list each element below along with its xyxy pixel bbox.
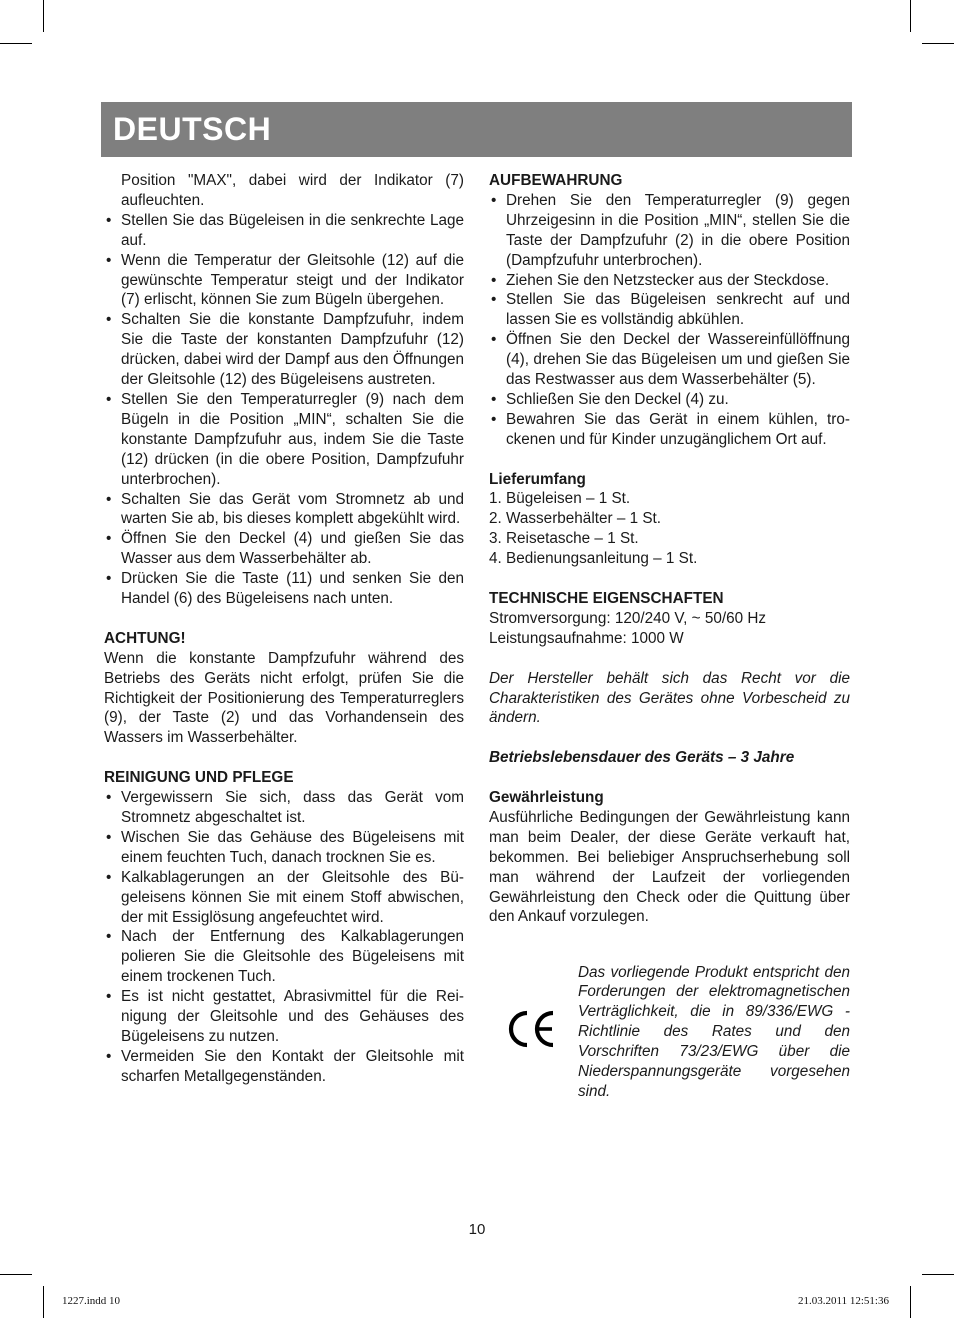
file-slug: 1227.indd 10 <box>62 1295 121 1307</box>
ce-text: Das vorliegende Produkt entspricht den Forderungen der elektromagnetischen Verträglichkeit, die in 89/336/EWG -Richtlinie des Rates und den Vorschriften 73/23/EWG über die Niederspannungsgeräte vorgesehen sind. <box>578 963 850 1100</box>
language-banner <box>101 102 852 157</box>
crop-mark <box>910 0 911 32</box>
list-item: • Wenn die Temperatur der Gleitsohle (12) auf die gewünschte Temperatur steigt und der Indikator (7) erlischt, können Sie zum Bügeln übergehen. <box>104 251 464 311</box>
warranty-text: Ausführliche Bedingungen der Gewährleistung kann man beim Dealer, der diese Geräte verkauft hat, bekommen. Bei beliebiger Anspruchserhebung soll man während der Laufzeit der vorliegenden Gewährleistung den Check oder die Quittung über den Ankauf vorzulegen. <box>489 808 850 926</box>
specs-heading: TECHNISCHE EIGENSCHAFTEN <box>489 590 724 607</box>
crop-mark <box>0 43 32 44</box>
warranty-heading: Gewährleistung <box>489 789 604 807</box>
list-item: • Drehen Sie den Temperaturregler (9) gegen Uhrzeigesinn in die Position „MIN“, stellen Sie die Taste der Dampfzufuhr (2) in die obere Position (Dampfzufuhr unterbrochen). <box>489 191 850 271</box>
language-title: DEUTSCH <box>113 111 272 147</box>
list-item: • Kalkablagerungen an der Gleitsohle des Bügeleisens können Sie mit einem Stoff abwischen, der mit Essiglösung angefeuchtet wird. <box>104 868 464 928</box>
scope-heading: Lieferumfang <box>489 470 586 488</box>
list-item: • Öffnen Sie den Deckel (4) und gießen Sie das Wasser aus dem Wasserbehälter ab. <box>104 529 464 569</box>
list-item: • Öffnen Sie den Deckel der Wassereinfüllöffnung (4), drehen Sie das Bügeleisen um und gießen Sie das Restwasser aus dem Wasserbehälter (5). <box>489 330 850 390</box>
crop-mark <box>922 1274 954 1275</box>
ce-mark-icon <box>507 1009 559 1049</box>
list-item: • Stellen Sie den Temperaturregler (9) nach dem Bügeln in die Position „MIN“, schalten Sie die konstante Dampfzufuhr aus, indem Sie die Taste (12) drücken (in die obere Position, Dampfzufuhr unterbrochen). <box>104 390 464 490</box>
page-number: 10 <box>468 1221 486 1238</box>
scope-item: 1. Bügeleisen – 1 St. <box>489 490 631 508</box>
list-item: • Vermeiden Sie den Kontakt der Gleitsohle mit scharfen Metallgegenständen. <box>104 1047 464 1087</box>
attention-text: Wenn die konstante Dampfzufuhr während des Betriebs des Geräts nicht erfolgt, prüfen Sie die Richtigkeit der Positionierung des Temperaturreglers (9), der Taste (2) und das Vorhandensein des Wassers im Wasserbehälter. <box>104 649 464 747</box>
spec-line: Leistungsaufnahme: 1000 W <box>489 629 684 647</box>
crop-mark <box>43 0 44 32</box>
spec-line: Stromversorgung: 120/240 V, ~ 50/60 Hz <box>489 609 767 627</box>
continued-paragraph: Position "MAX", dabei wird der Indikator (7) aufleuchten. <box>121 172 464 209</box>
ce-compliance <box>489 963 850 1102</box>
crop-mark <box>43 1286 44 1318</box>
list-item: • Bewahren Sie das Gerät in einem kühlen, trockenen und für Kinder unzugänglichem Ort auf. <box>489 410 850 450</box>
attention-heading: ACHTUNG! <box>104 629 186 647</box>
list-item: • Stellen Sie das Bügeleisen in die senkrechte Lage auf. <box>104 211 464 251</box>
manufacturer-note: Der Hersteller behält sich das Recht vor die Charakteristiken des Gerätes ohne Vorbescheid zu ändern. <box>489 669 850 727</box>
storage-heading: AUFBEWAHRUNG <box>489 172 623 189</box>
list-item: • Stellen Sie das Bügeleisen senkrecht auf und lassen Sie es vollständig abkühlen. <box>489 290 850 330</box>
crop-mark <box>0 1274 32 1275</box>
crop-mark <box>910 1286 911 1318</box>
cleaning-heading: REINIGUNG UND PFLEGE <box>104 769 294 787</box>
date-slug: 21.03.2011 12:51:36 <box>798 1295 889 1307</box>
right-column <box>489 171 850 1117</box>
list-item: • Vergewissern Sie sich, dass das Gerät vom Stromnetz abgeschaltet ist. <box>104 788 464 828</box>
list-item: • Es ist nicht gestattet, Abrasivmittel für die Reinigung der Gleitsohle und des Gehäuses des Bügeleisens zu nutzen. <box>104 987 464 1047</box>
scope-item: 4. Bedienungsanleitung – 1 St. <box>489 550 698 568</box>
list-item: • Schalten Sie das Gerät vom Stromnetz ab und warten Sie ab, bis dieses komplett abgekühlt wird. <box>104 490 464 530</box>
cleaning-list <box>104 788 464 1087</box>
list-item: • Schalten Sie die konstante Dampfzufuhr, indem Sie die Taste der konstanten Dampfzufuhr (12) drücken, dabei wird der Dampf aus den Öffnungen der Gleitsohle (12) des Bügeleisens austreten. <box>104 310 464 390</box>
list-item: • Ziehen Sie den Netzstecker aus der Steckdose. <box>489 271 850 291</box>
left-column <box>104 171 464 1087</box>
storage-list <box>489 191 850 450</box>
list-item: • Drücken Sie die Taste (11) und senken Sie den Handel (6) des Bügeleisens nach unten. <box>104 569 464 609</box>
list-item: • Nach der Entfernung des Kalkablagerungen polieren Sie die Gleitsohle des Bügeleisens mit einem trockenen Tuch. <box>104 927 464 987</box>
list-item: • Schließen Sie den Deckel (4) zu. <box>489 390 850 410</box>
list-item: • Wischen Sie das Gehäuse des Bügeleisens mit einem feuchten Tuch, danach trocknen Sie es. <box>104 828 464 868</box>
crop-mark <box>922 43 954 44</box>
scope-item: 2. Wasserbehälter – 1 St. <box>489 510 662 528</box>
service-life: Betriebslebensdauer des Geräts – 3 Jahre <box>489 749 795 767</box>
scope-item: 3. Reisetasche – 1 St. <box>489 530 639 548</box>
usage-list <box>104 211 464 609</box>
